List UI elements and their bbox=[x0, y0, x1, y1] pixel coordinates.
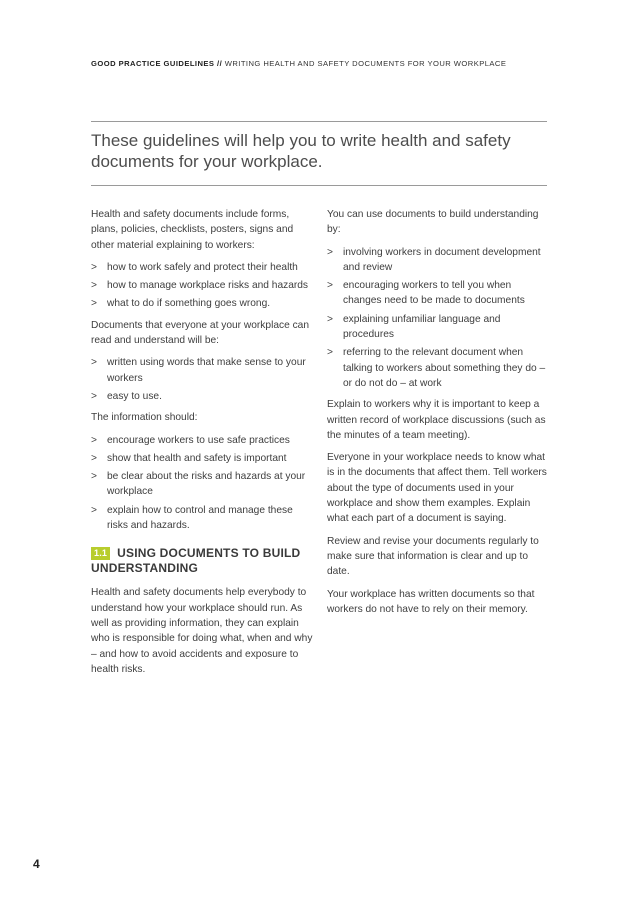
list-item bbox=[91, 355, 316, 386]
section-title: USING DOCUMENTS TO BUILD UNDERSTANDING bbox=[91, 546, 301, 576]
list-item bbox=[91, 278, 316, 293]
bullet-arrow-icon: > bbox=[91, 390, 97, 402]
list-item-text: easy to use. bbox=[107, 390, 162, 402]
list-item bbox=[91, 296, 316, 311]
list-item bbox=[91, 389, 316, 404]
list-item-text: how to manage workplace risks and hazards bbox=[107, 280, 309, 292]
bullet-arrow-icon: > bbox=[91, 298, 97, 310]
paragraph: The information should: bbox=[91, 412, 198, 424]
bullet-arrow-icon: > bbox=[91, 280, 97, 292]
list-item bbox=[327, 278, 549, 309]
top-divider bbox=[91, 121, 547, 122]
list-item-text: written using words that make sense to your workers bbox=[107, 357, 306, 384]
paragraph: Your workplace has written documents so that workers do not have to rely on their memory. bbox=[327, 588, 535, 615]
running-header-title: WRITING HEALTH AND SAFETY DOCUMENTS FOR YOUR WORKPLACE bbox=[224, 59, 507, 68]
bullet-arrow-icon: > bbox=[91, 261, 97, 273]
list-item-text: involving workers in document development and review bbox=[343, 246, 541, 273]
bullet-arrow-icon: > bbox=[91, 452, 97, 464]
bullet-list bbox=[91, 433, 316, 534]
section-heading bbox=[91, 546, 316, 576]
bullet-arrow-icon: > bbox=[327, 313, 333, 325]
bullet-arrow-icon: > bbox=[327, 347, 333, 359]
left-column bbox=[91, 207, 316, 684]
paragraph: You can use documents to build understanding by: bbox=[327, 209, 539, 236]
bullet-arrow-icon: > bbox=[327, 280, 333, 292]
paragraph: Explain to workers why it is important to keep a written record of workplace discussions (such as the minutes of a team meeting). bbox=[327, 399, 546, 441]
list-item-text: explaining unfamiliar language and procedures bbox=[343, 313, 501, 341]
right-column bbox=[327, 207, 549, 624]
running-header bbox=[91, 59, 506, 68]
list-item-text: show that health and safety is important bbox=[107, 452, 287, 464]
list-item-text: explain how to control and manage these risks and hazards. bbox=[107, 504, 293, 532]
list-item-text: referring to the relevant document when talking to workers about something they do – or do not do – at work bbox=[343, 347, 546, 389]
list-item-text: what to do if something goes wrong. bbox=[107, 298, 271, 310]
page-number: 4 bbox=[33, 857, 40, 871]
list-item bbox=[91, 503, 316, 534]
paragraph: Health and safety documents include forms, plans, policies, checklists, posters, signs and other material explaining to workers: bbox=[91, 209, 294, 251]
bullet-list bbox=[91, 260, 316, 312]
list-item-text: encouraging workers to tell you when changes need to be made to documents bbox=[343, 280, 525, 307]
paragraph: Review and revise your documents regularly to make sure that information is clear and up to date. bbox=[327, 535, 539, 578]
bullet-arrow-icon: > bbox=[91, 434, 97, 446]
list-item bbox=[91, 433, 316, 448]
bullet-list bbox=[327, 245, 549, 392]
bullet-list bbox=[91, 355, 316, 404]
intro-heading: These guidelines will help you to write health and safety documents for your workplace. bbox=[91, 131, 511, 171]
list-item-text: be clear about the risks and hazards at your workplace bbox=[107, 471, 306, 498]
paragraph: Documents that everyone at your workplace can read and understand will be: bbox=[91, 319, 310, 347]
bullet-arrow-icon: > bbox=[91, 471, 97, 483]
list-item-text: encourage workers to use safe practices bbox=[107, 434, 290, 446]
list-item bbox=[91, 260, 316, 275]
list-item bbox=[91, 469, 316, 500]
list-item bbox=[327, 245, 549, 276]
paragraph: Everyone in your workplace needs to know what is in the documents that affect them. Tell workers about the type of documents used in your workplace and show them examples. Explain what each part of a document is saying. bbox=[327, 452, 547, 525]
bullet-arrow-icon: > bbox=[91, 504, 97, 516]
list-item bbox=[91, 451, 316, 466]
paragraph: Health and safety documents help everybody to understand how your workplace should run. As well as providing information, they can explain who is responsible for doing what, when and why – and how to avoid accidents and exposure to health risks. bbox=[91, 587, 313, 675]
bottom-divider bbox=[91, 185, 547, 186]
running-header-series: GOOD PRACTICE GUIDELINES // bbox=[91, 59, 223, 68]
list-item bbox=[327, 345, 549, 391]
list-item-text: how to work safely and protect their health bbox=[107, 261, 298, 273]
list-item bbox=[327, 312, 549, 343]
section-number-badge: 1.1 bbox=[91, 547, 110, 560]
bullet-arrow-icon: > bbox=[327, 246, 333, 258]
bullet-arrow-icon: > bbox=[91, 357, 97, 369]
